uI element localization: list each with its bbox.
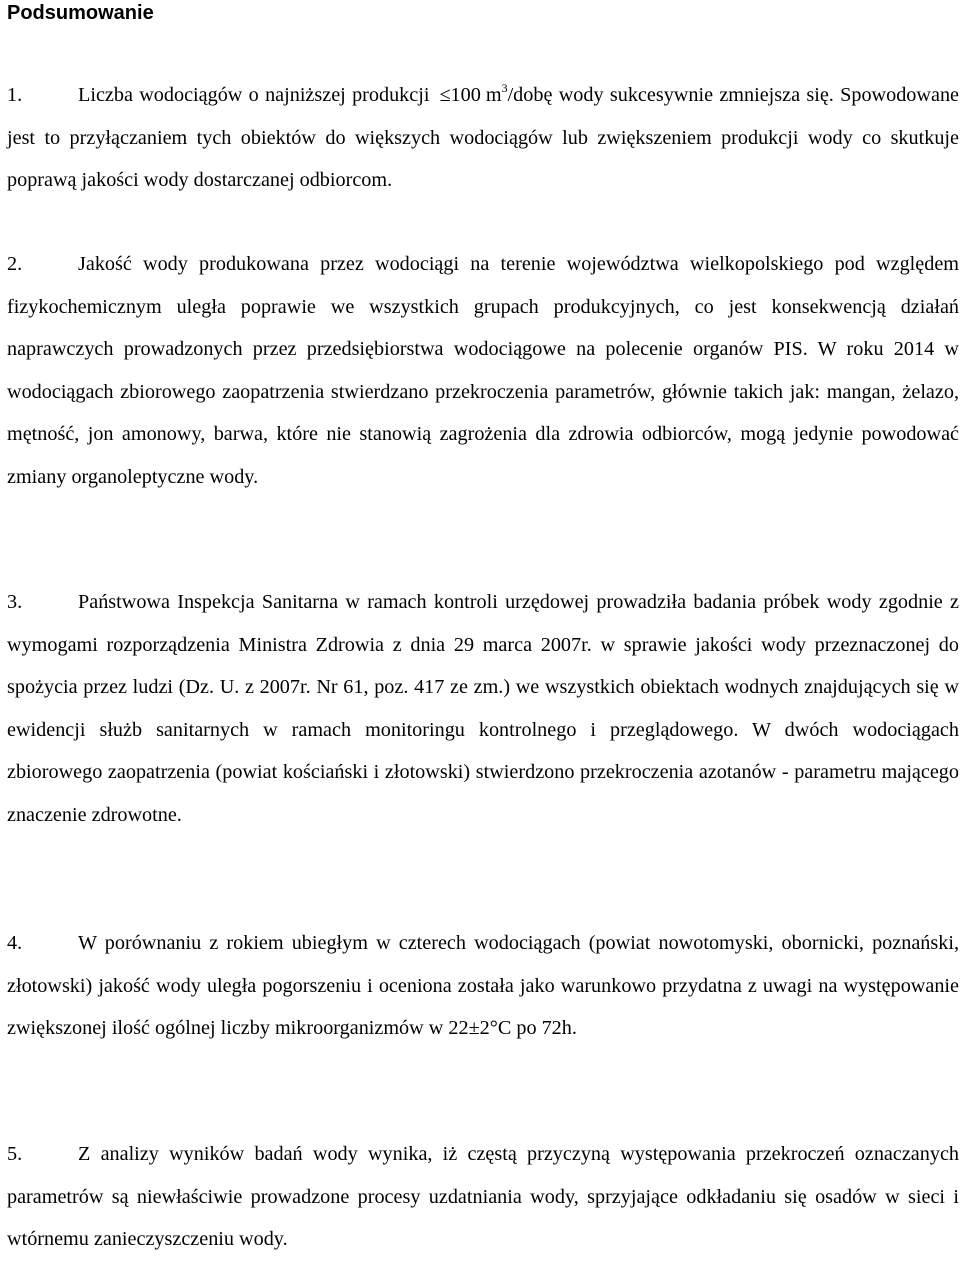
summary-item-5: [7, 1133, 959, 1261]
summary-item-4: [7, 922, 959, 1050]
item-text: Jakość wody produkowana przez wodociągi na terenie województwa wielkopolskiego pod względem fizykochemicznym uległa poprawie we wszystkich grupach produkcyjnych, co jest konsekwencją działań naprawczych prowadzonych przez przedsiębiorstwa wodociągowe na polecenie organów PIS. W roku 2014 w wodociągach zbiorowego zaopatrzenia stwierdzano przekroczenia parametrów, głównie takich jak: mangan, żelazo, mętność, jon amonowy, barwa, które nie stanowią zagrożenia dla zdrowia odbiorców, mogą jedynie powodować zmiany organoleptyczne wody.: [7, 253, 959, 488]
item-number: 3.: [7, 591, 23, 613]
item-number: 1.: [7, 84, 23, 106]
summary-item-2: [7, 243, 959, 498]
summary-item-3: [7, 581, 959, 836]
item-number: 5.: [7, 1143, 23, 1165]
summary-item-1: [7, 74, 959, 202]
item-comparator: ≤100 m: [439, 84, 502, 106]
item-text: Państwowa Inspekcja Sanitarna w ramach kontroli urzędowej prowadziła badania próbek wody zgodnie z wymogami rozporządzenia Ministra Zdrowia z dnia 29 marca 2007r. w sprawie jakości wody przeznaczonej do spożycia przez ludzi (Dz. U. z 2007r. Nr 61, poz. 417 ze zm.) we wszystkich obiektach wodnych znajdujących się w ewidencji służb sanitarnych w ramach monitoringu kontrolnego i przeglądowego. W dwóch wodociągach zbiorowego zaopatrzenia (powiat kościański i złotowski) stwierdzono przekroczenia azotanów - parametru mającego znaczenie zdrowotne.: [7, 591, 959, 826]
item-text-after: /dobę wody sukcesywnie zmniejsza się. Spowodowane jest to przyłączaniem tych obiektów do większych wodociągów lub zwiększeniem produkcji wody co skutkuje poprawą jakości wody dostarczanej odbiorcom.: [7, 84, 959, 191]
item-text: Z analizy wyników badań wody wynika, iż częstą przyczyną występowania przekroczeń oznaczanych parametrów są niewłaściwie prowadzone procesy uzdatniania wody, sprzyjające odkładaniu się osadów w sieci i wtórnemu zanieczyszczeniu wody.: [7, 1143, 959, 1250]
item-text-before: Liczba wodociągów o najniższej produkcji: [78, 84, 430, 106]
item-superscript: 3: [501, 81, 508, 95]
item-text: W porównaniu z rokiem ubiegłym w czterech wodociągach (powiat nowotomyski, obornicki, poznański, złotowski) jakość wody uległa pogorszeniu i oceniona została jako warunkowo przydatna z uwagi na występowanie zwiększonej ilość ogólnej liczby mikroorganizmów w 22±2°C po 72h.: [7, 932, 959, 1039]
item-number: 4.: [7, 932, 23, 954]
page-title: Podsumowanie: [7, 2, 154, 24]
item-number: 2.: [7, 253, 23, 275]
